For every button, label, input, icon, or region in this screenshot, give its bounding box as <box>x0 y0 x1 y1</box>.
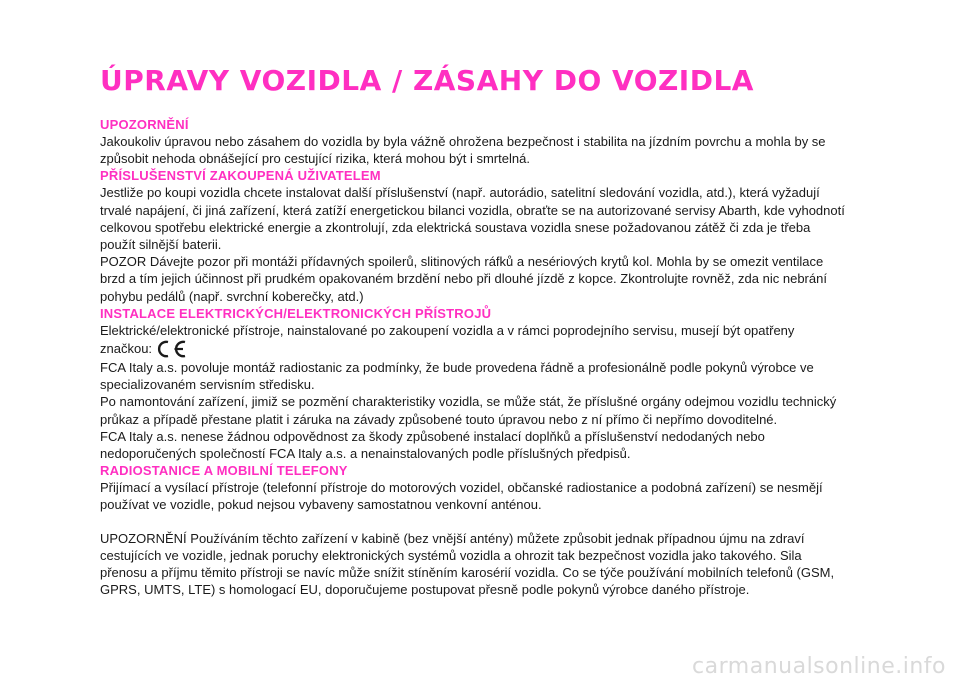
spacer <box>100 514 860 530</box>
text-line: FCA Italy a.s. povoluje montáž radiostanic za podmínky, že bude provedena řádně a profesionálně podle pokynů výrobce ve <box>100 360 814 376</box>
page-title: ÚPRAVY VOZIDLA / ZÁSAHY DO VOZIDLA <box>100 64 754 97</box>
text-line: pohybu pedálů (např. svrchní koberečky, atd.) <box>100 288 364 304</box>
text-line: Jakoukoliv úpravou nebo zásahem do vozidla by byla vážně ohrožena bezpečnost i stabilita na jízdním povrchu a mohla by se <box>100 134 826 149</box>
text-line: průkaz a případě přestane platit i záruka na závady způsobené touto úpravou nebo z ní přímo či nepřímo dovoditelné. <box>100 411 778 427</box>
heading-electronics: INSTALACE ELEKTRICKÝCH/ELEKTRONICKÝCH PŘÍSTROJŮ <box>100 305 492 321</box>
text-line: nedoporučených společností FCA Italy a.s. a nenainstalovaných podle příslušných předpisů. <box>100 446 631 462</box>
text-line: Elektrické/elektronické přístroje, nainstalované po zakoupení vozidla a v rámci poprodejního servisu, musejí být opatřeny <box>100 322 795 338</box>
accessories-paragraph-1 <box>100 184 860 253</box>
text-line: GPRS, UMTS, LTE) s homologací EU, doporučujeme postupovat přesně podle pokynů výrobce daného přístroje. <box>100 582 750 598</box>
electronics-paragraph-2 <box>100 359 860 393</box>
text-line: celkovou spotřebu elektrické energie a zkontrolují, zda elektrická soustava vozidla snese požadovanou zátěž či zda je třeba <box>100 219 811 235</box>
warning-text <box>100 133 860 167</box>
ce-row <box>100 339 860 359</box>
text-line: Přijímací a vysílací přístroje (telefonní přístroje do motorových vozidel, občanské radiostanice a podobná zařízení) se nesmějí <box>100 480 823 496</box>
heading-warning: UPOZORNĚNÍ <box>100 117 189 132</box>
heading-radio: RADIOSTANICE A MOBILNÍ TELEFONY <box>100 463 348 479</box>
text-line: Po namontování zařízení, jimiž se pozmění charakteristiky vozidla, se může stát, že příslušné orgány odejmou vozidlu technický <box>100 394 837 410</box>
ce-mark-icon <box>155 339 189 359</box>
text-line: použít silnější baterii. <box>100 237 222 253</box>
text-line: Jestliže po koupi vozidla chcete instalovat další příslušenství (např. autorádio, satelitní sledování vozidla, atd.), která vyžadují <box>100 185 820 201</box>
text-line: FCA Italy a.s. nenese žádnou odpovědnost za škody způsobené instalací doplňků a příslušenství nedodaných nebo <box>100 428 765 444</box>
text-line: značkou: <box>100 341 153 357</box>
text-line: specializovaném servisním středisku. <box>100 377 315 393</box>
text-line: přenosu a příjmu těmito přístroji se navíc může snížit stíněním karosérií vozidla. Co se týče používání mobilních telefonů (GSM, <box>100 565 835 581</box>
page-content <box>100 64 860 598</box>
electronics-paragraph-1 <box>100 322 860 359</box>
text-line: brzd a tím jejich účinnost při prudkém opakovaném brzdění nebo při dlouhé jízdě z kopce. Zkontrolujte rovněž, zda nic nebrání <box>100 271 827 287</box>
text-line: cestujících ve vozidle, jednak poruchy elektronických systémů vozidla a ohrozit tak bezpečnost vozidla jako takového. Sila <box>100 547 802 563</box>
electronics-paragraph-4 <box>100 428 860 462</box>
radio-paragraph-2 <box>100 530 860 599</box>
watermark: carmanualsonline.info <box>692 654 946 679</box>
radio-paragraph-1 <box>100 479 860 513</box>
heading-accessories: PŘÍSLUŠENSTVÍ ZAKOUPENÁ UŽIVATELEM <box>100 168 381 184</box>
text-line: POZOR Dávejte pozor při montáži přídavných spoilerů, slitinových ráfků a nesériových krytů kol. Mohla by se omezit ventilace <box>100 254 824 270</box>
text-line: UPOZORNĚNÍ Používáním těchto zařízení v kabině (bez vnější antény) můžete způsobit jednak případnou újmu na zdraví <box>100 530 805 546</box>
text-line: používat ve vozidle, pokud nejsou vybaveny samostatnou venkovní anténou. <box>100 497 542 513</box>
text-line: způsobit nehoda obnášející pro cestující rizika, která mohou být i smrtelná. <box>100 151 530 167</box>
text-line: trvalé napájení, či jiná zařízení, která zatíží energetickou bilanci vozidla, obraťte se na autorizované servisy Abarth, kde vyhodnotí <box>100 202 845 218</box>
accessories-paragraph-2 <box>100 253 860 305</box>
electronics-paragraph-3 <box>100 393 860 427</box>
